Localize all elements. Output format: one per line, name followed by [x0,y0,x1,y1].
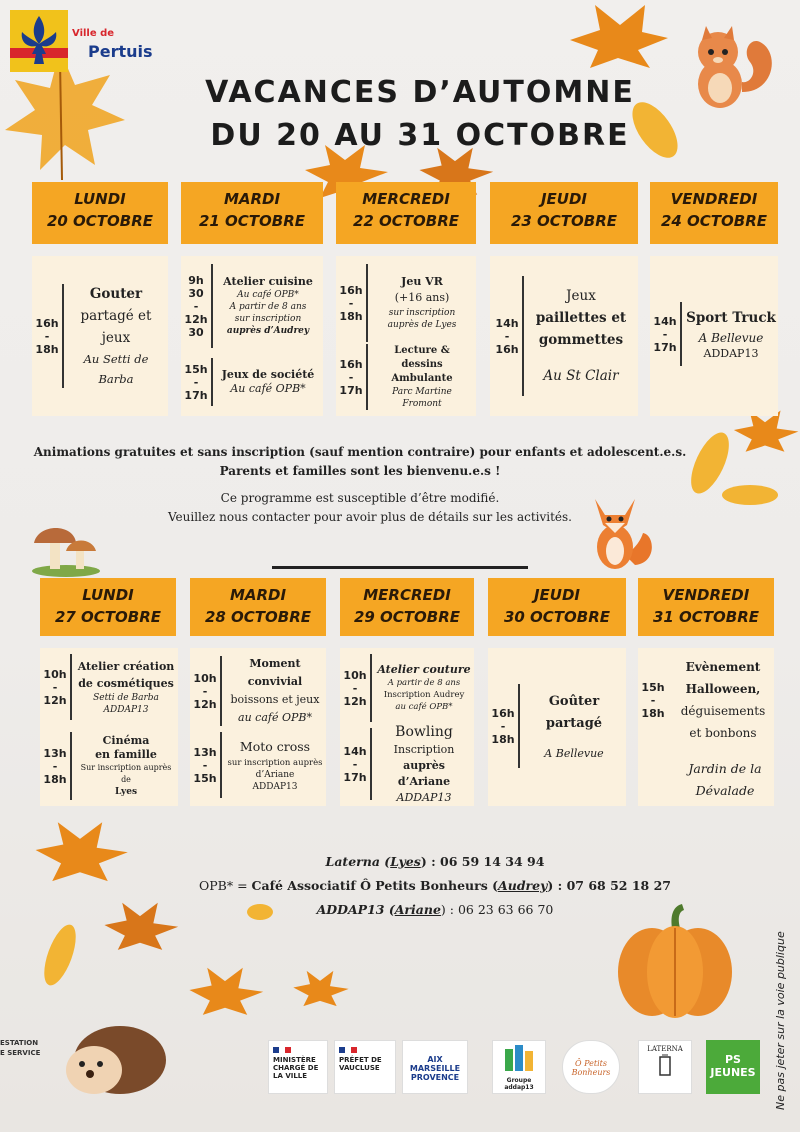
activity-event [342,724,472,804]
time-range: 9h 30 - 12h 30 [184,273,208,339]
activity-text: Sport Truck A Bellevue ADDAP13 [686,310,776,360]
divider [370,654,372,722]
oak-leaf-icon [40,920,80,990]
day-date: 28 OCTOBRE [204,608,312,626]
activity-event [342,654,472,722]
activity-text: Jeux de société Au café OPB* [221,368,315,395]
activity-text: Bowling Inscription auprès d’Ariane ADDAP13 [393,724,455,804]
activity-text: Lecture & dessins Ambulante Parc Martine Fromont [391,345,453,409]
activity-card [181,256,323,416]
day-date: 22 OCTOBRE [352,212,460,230]
activity-text: Moment convivial boissons et jeux au café OPB* [230,657,320,724]
mushroom-icon [30,505,102,577]
info-note: Ce programme est susceptible d’être modifié. [220,491,500,505]
activity-card [488,648,626,806]
time-range: 16h - 18h [339,283,363,323]
divider [70,654,72,720]
day-date: 29 OCTOBRE [353,608,461,626]
activity-card [638,648,774,806]
contact-line: Laterna (Lyes) : 06 59 14 34 94 [325,854,545,869]
day-header [340,578,474,636]
day-date: 24 OCTOBRE [660,212,768,230]
activity-event [652,302,776,366]
hedgehog-icon [50,1010,170,1100]
partner-logo: LATERNA [638,1040,692,1094]
footer-left-text: ESTATION E SERVICE [0,1039,41,1057]
divider [366,344,368,410]
activity-card [650,256,778,416]
activity-event [338,264,472,342]
day-date: 31 OCTOBRE [652,608,760,626]
day-date: 30 OCTOBRE [503,608,611,626]
people-icon [499,1043,539,1075]
time-range: 16h - 17h [339,357,363,397]
day-header [638,578,774,636]
fox-icon [585,485,655,573]
page-title-line1: VACANCES D’AUTOMNE [205,75,635,110]
day-date: 27 OCTOBRE [54,608,162,626]
activity-card [40,648,178,806]
time-range: 16h - 18h [491,706,515,746]
lantern-icon [655,1053,675,1079]
activity-card [490,256,638,416]
divider [518,684,520,768]
activity-text: Jeu VR (+16 ans) sur inscription auprès de Lyes [387,275,457,330]
section-divider [272,566,528,569]
divider [220,656,222,726]
day-name: JEUDI [540,190,588,208]
activity-text: Cinéma en famille Sur inscription auprès de Lyes [80,734,172,797]
logo-city: Pertuis [88,42,153,61]
day-name: LUNDI [74,190,126,208]
time-range: 16h - 18h [35,316,59,356]
day-date: 20 OCTOBRE [46,212,154,230]
maple-leaf-icon [560,0,670,70]
day-name: MARDI [229,586,287,604]
day-name: VENDREDI [662,586,750,604]
partner-logo: PS JEUNES [706,1040,760,1094]
day-name: VENDREDI [670,190,758,208]
time-range: 10h - 12h [193,671,217,711]
activity-card [340,648,474,806]
day-header [650,182,778,244]
activity-text: Gouter partagé et jeux Au Setti de Barba [80,286,152,386]
activity-text: Jeux paillettes et gommettes Au St Clair [535,288,627,384]
divider [62,284,64,388]
time-range: 10h - 12h [343,668,367,708]
activity-event [42,654,176,720]
fleur-de-lis-icon [10,10,68,72]
day-name: MERCREDI [362,190,450,208]
activity-event [183,358,319,406]
contact-line: OPB* = Café Associatif Ô Petits Bonheurs (Audrey) : 07 68 52 18 27 [199,878,671,893]
divider [366,264,368,342]
squirrel-icon [680,22,780,114]
page-title-line2: DU 20 AU 31 OCTOBRE [210,118,630,153]
activity-event [494,276,634,396]
activity-text: Atelier couture A partir de 8 ans Inscription Audrey au café OPB* [377,663,471,712]
city-logo [10,10,170,72]
activity-card [190,648,326,806]
activity-text: Goûter partagé A Bellevue [544,694,604,760]
partner-logo: AIX MARSEILLE PROVENCE [402,1040,468,1094]
time-range: 14h - 17h [343,744,367,784]
activity-event [192,732,324,798]
divider [370,728,372,800]
activity-text: Moto cross sur inscription auprès d’Ariane ADDAP13 [227,739,323,792]
time-range: 14h - 17h [653,314,677,354]
divider [211,264,213,348]
activity-text: Evènement Halloween, déguisements et bonbons [680,660,766,740]
side-note: Ne pas jeter sur la voie publique [774,931,787,1110]
day-header [490,182,638,244]
day-header [488,578,626,636]
day-name: MERCREDI [363,586,451,604]
pumpkin-icon [612,900,738,1022]
activity-event [192,656,324,726]
partner-logo: Ô Petits Bonheurs [562,1040,620,1094]
activity-event [640,652,772,748]
partner-logo: Groupe addap13 [492,1040,546,1094]
divider [211,358,213,406]
activity-event [490,684,624,768]
oak-leaf-icon [720,480,780,510]
time-range: 13h - 15h [193,745,217,785]
activity-card [32,256,168,416]
activity-event [183,264,319,348]
time-range: 13h - 18h [43,746,67,786]
day-date: 23 OCTOBRE [510,212,618,230]
day-name: LUNDI [82,586,134,604]
activity-text: Atelier création de cosmétiques Setti de Barba ADDAP13 [77,660,175,715]
day-header [181,182,323,244]
divider [522,276,524,396]
maple-leaf-icon [290,965,350,1010]
time-range: 10h - 12h [43,667,67,707]
day-header [40,578,176,636]
partner-logo: PRÉFET DE VAUCLUSE [334,1040,396,1094]
time-range: 15h - 18h [641,680,665,720]
activity-event [34,284,164,388]
info-note: Parents et familles sont les bienvenu.e.s ! [219,464,501,478]
time-range: 15h - 17h [184,362,208,402]
contact-line: ADDAP13 (Ariane) : 06 23 63 66 70 [316,902,554,917]
time-range: 14h - 16h [495,316,519,356]
activity-text: Atelier cuisine Au café OPB* A partir de 8 ans sur inscription auprès d’Audrey [223,275,313,336]
day-name: MARDI [223,190,281,208]
partner-logo: MINISTÈRE CHARGÉ DE LA VILLE [268,1040,328,1094]
day-header [32,182,168,244]
day-header [336,182,476,244]
activity-card [336,256,476,416]
day-date: 21 OCTOBRE [198,212,306,230]
divider [220,732,222,798]
divider [680,302,682,366]
activity-event [338,344,472,410]
info-note: Veuillez nous contacter pour avoir plus de détails sur les activités. [167,510,572,524]
divider [70,732,72,800]
day-name: JEUDI [533,586,581,604]
maple-leaf-icon [185,960,265,1020]
day-header [190,578,326,636]
venue-text: Jardin de la Dévalade [688,761,762,798]
logo-prefix: Ville de [72,28,115,39]
info-note: Animations gratuites et sans inscription (sauf mention contraire) pour enfants et adolescent.e.s. [33,445,687,459]
activity-event [42,732,176,800]
